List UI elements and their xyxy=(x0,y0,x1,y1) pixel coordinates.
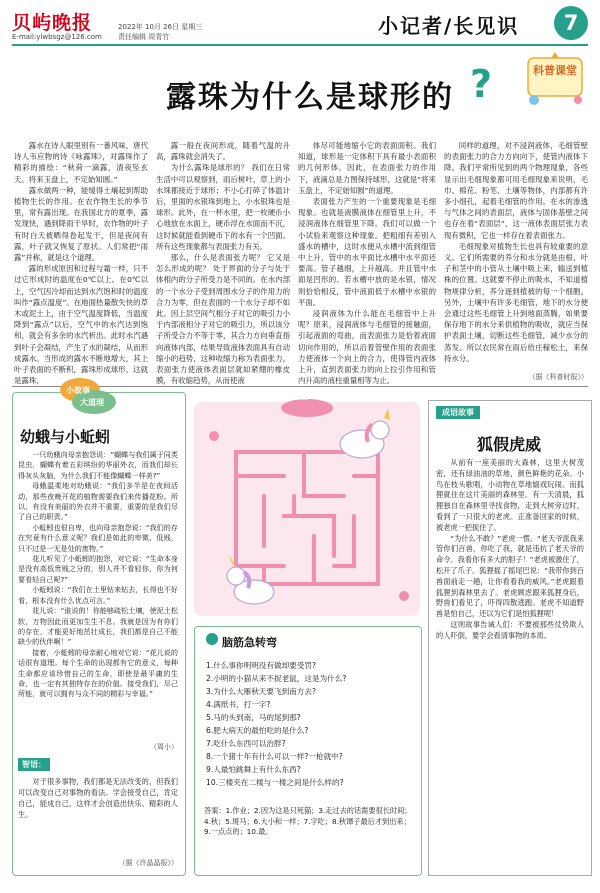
paragraph: “为什么不敢？”老虎一愣。“老天爷派我来管你们百兽，你吃了我，就是违抗了老天爷的命令。我看你有多大的胆子！”老虎被激住了，松开了爪子。狐狸摇了摇尾巴说：“我带你到百兽面前走一趟，让你看看我的威风。”老虎跟着狐狸到森林里去了。老虎顾虑跟来狐狸身后，野兽们看见了，吓得四散逃跑。老虎不知道野兽是怕自己，还以为它们是怕狐狸呢！ xyxy=(436,533,584,619)
idiom-story-body xyxy=(436,458,584,642)
idiom-story-title: 狐假虎威 xyxy=(476,435,541,454)
quiz-question: 7.吃什么东西可以治胖? xyxy=(206,739,286,748)
article-column-2 xyxy=(156,140,290,386)
quiz-answer: 答案：1.作业；2.因为这是只死猫；3.走过去的话需要很长时间；4.秋；5.斑马；6.大小和一样；7.字吃；8.秋谭子最后才到出来；9.一点点的；10.最。 xyxy=(204,806,412,837)
story-source: （据《许晶晶报》） xyxy=(118,859,178,867)
idiom-story-tag: 成语故事 xyxy=(436,406,480,419)
paragraph: 小蚯蚓也很自卑，也向母亲抱怨说：“我们的存在究竟有什么意义呢？我们是如此的卑微、低贱，只不过是一无是处的废物。” xyxy=(18,522,178,553)
quiz-question: 1.什么事你明明没有做却要受罚? xyxy=(206,661,316,670)
article-column-4 xyxy=(444,140,588,364)
quiz-question: 10.三楼夹在二楼与一楼之间是什么样的? xyxy=(206,778,344,787)
article-column-1 xyxy=(14,140,148,386)
section-title: 小记者/长见识 xyxy=(378,14,520,38)
paragraph: 这则故事告诫人们：不要被那些仗势欺人的人吓倒，要学会看清事物的本质。 xyxy=(436,619,584,640)
story-tag-bottom: 大道理 xyxy=(80,398,104,407)
contact-email: E-mail:ylwbsgz@126.com xyxy=(12,33,102,41)
quiz-question: 4.满纸书，打一字? xyxy=(206,700,271,709)
article-column-3 xyxy=(298,140,436,386)
story-tag-bubble-icon xyxy=(54,376,120,416)
wisdom-label: 智语： xyxy=(18,758,50,771)
quiz-question: 2.小明的小猫从来不捉老鼠，这是为什么? xyxy=(206,674,347,683)
paragraph: 接着，小蚯蚓的母亲耐心地对它说：“花儿说的话很有道理。每个生命的出现都有它的意义，每种生命都应该珍惜自己的生命，即使是最平庸的生命，也一定有其独特存在的价值。接受我们，尽己所能，就可以拥有与众不同的精彩与幸福。” xyxy=(18,647,178,699)
paragraph: 体尽可能地缩小它的表面面积。我们知道，球形是一定体积下具有最小表面积的几何形体。因此，在表面张力的作用下，液滴总是力图保持球形，这就是“将来玉盘上，不定始知圆”的道理。 xyxy=(298,141,436,195)
paragraph: 露水在诗人眼里别有一番风味，唐代诗人韦应物的诗《咏露珠》，对露珠作了精彩的描绘：“秋荷一滴露，清夜坠玄天。将来玉盘上，不定始知圆。” xyxy=(14,141,148,184)
paragraph: 花儿说：“谁说的！你能够疏松土壤，使泥土松软，万物因此而更加生生不息。我就是因为有你们的存在，才能更好地茁壮成长，我们都是自己不能缺少的伙伴啊！” xyxy=(18,606,178,647)
quiz-question: 6.肥大病天的最怕吃的是什么? xyxy=(206,726,309,735)
question-mark-icon: ? xyxy=(470,62,493,106)
paragraph: 一只幼蛾向母亲抱怨说：“蝴蝶与我们属于同类昆虫，蝴蝶有着五彩缤纷的华丽外衣，而我们却长得灰头灰脑，为什么我们不能像蝴蝶一样美?” xyxy=(18,450,178,480)
maze-tag: 迷宫 xyxy=(291,392,310,402)
maze-puzzle xyxy=(194,396,420,616)
header-rule xyxy=(12,44,588,46)
paragraph: 母蛾温柔地对幼蛾说：“我们多半是在夜间活动，那些夜晚开花的植物需要我们来传播花粉。所以，有没有美丽的外衣并不重要，重要的是我们尽了自己的职责。” xyxy=(18,481,178,522)
paragraph: 浸润液体为什么能在毛细管中上升呢？原来，浸润液体与毛细管的接触面，引起液面的弯曲，而表面张力是恰着液面切向作用的，所以沿着管壁作用的表面张力使液体一个向上的合力，使得管内液体上升，直到表面张力的向上拉引作用和管内升高的液柱重量相等为止。 xyxy=(298,309,436,386)
paragraph: 那么，什么是表面张力呢？ 它又是怎么形成的呢？ 处于界面的分子与处于体相内的分子所受力是不同的。在水内部的一个水分子受到周围水分子的作用力的合力为零，但在表面的一个水分子却不如此。因上层空间气相分子对它的吸引力小于内部液相分子对它的吸引力，所以该分子所受合力不等于零，其合力方向垂直指向液体内部，结果导致液体表面具有自动缩小的趋势，这种收缩力称为表面张力。表面张力使液体表面层就如紧绷的橡皮膜，有收缩趋势，从而使液 xyxy=(156,253,290,386)
page-number-badge: 7 xyxy=(554,6,588,40)
paragraph: 花儿听见了小蚯蚓的抱怨，对它说：“生命本身是没有高低贵贱之分的，别人并不看轻你，你为何要看轻自己呢?” xyxy=(18,554,178,584)
story-author: （周小） xyxy=(150,743,178,751)
paragraph: 为什么露珠是球形的？ 我们在日常生活中可以观察到，雨后树叶、草上的小水珠都接近于球形；不小心打碎了体温计后，里面的水银珠到地上，小水银珠也是球形。此外，在一杯水里，把一枚硬币小心地放在水面上，硬币浮在水面而不沉，这时候就能看到硬币下的水有一个凹面。所有这些现象都与表面张力有关。 xyxy=(156,163,290,251)
science-badge-text: 科普课堂 xyxy=(533,64,577,77)
paragraph: 露水做两一种，能缓得土壤起到帮助植物生长的作用。在农作物生长的季节里，常有露出现。在我国北方的夏季，露发现快，遇到降雨干旱时，农作物的叶子有时白天被晒得卷起发干，但是夜间有露，叶子就又恢复了原状。人们常把“雨露”并称，就是这个道理。 xyxy=(14,185,148,263)
story-tag xyxy=(54,376,120,416)
article-source: （据《科普时报》） xyxy=(528,373,588,381)
quiz-question: 3.为什么大雁秋天要飞到南方去? xyxy=(206,687,316,696)
quiz-title: 脑筋急转弯 xyxy=(222,636,277,649)
paragraph: 表面张力产生的一个重要现象是毛细现象。也就是液膜液体在细管里上升，不浸润液体在细管里下降。我们可以做一个小试验来观察这种现象。把粗细有差别入盛水的槽中，这时水便从水槽中流到细管中上升，管中的水平面比水槽中水平面还要高。管子越细，上升越高。并且管中水面是凹形的。若水槽中放的是水银，情况则恰恰相反，管中液面低于水槽中水银的平面。 xyxy=(298,197,436,307)
story-tag-top: 小故事 xyxy=(66,386,90,395)
paragraph: 露的形成原因和过程与霜一样，只不过它形成时的温度在0℃以上。在0℃以上，空气因冷却而达到水汽饱和时的温度叫作“露点温度”。在地面热量散失快的草木或泥土上，由于空气温度降低，当温度降到“露点”以后，空气中的水汽达到饱和，就会有多余的水汽析出。此时水汽遇到叶子会凝结，产生了水的凝结，从而形成露水。当形成的露水不断地增大，其上叶子表面的不断积，露珠形成球形，这就是露珠， xyxy=(14,264,148,386)
maze-illustration xyxy=(194,396,420,616)
story-body xyxy=(18,450,178,700)
paragraph: 小蚯蚓说：“我们在土里钻来钻去，长得也不好看，根本没有什么优点可言。” xyxy=(18,585,178,605)
quiz-question: 9.人最怕跳舞上有什么东西? xyxy=(206,765,301,774)
wisdom-text xyxy=(18,776,178,820)
science-badge-icon xyxy=(520,52,590,108)
issue-date: 2022年 10月 26日 星期三 xyxy=(118,23,203,31)
paragraph: 毛细现象对植物生长也具有较重要的意义。它们所需要的养分和水分就是由根、叶子和茎中的小管从土壤中吸上来，输送到植株的位置。这就要不停止的吸水，不知道植物规律分析，养分逐到植被的每一个细胞。另外，土壤中有许多毛细管，地下的水分便会通过这些毛细管上升到地面蒸腾，如果要保存地下的水分来供植物的吸收，就应当保护表面土壤，切断这些毛细管，减少水分的蒸发。所以农民常在雨后给庄稼松土，来保持水分。 xyxy=(444,241,588,363)
paragraph: 同样的道理，对不浸润液体，毛细管壁的表面张力的合力方向向下，使管内液体下降。我们平常所见到的两个物理现象，各些显示出毛细现象都可用毛细现象来说明，毛巾、棉花、粉笔、土壤等物体，内部都有许多小细孔，起着毛细管的作用。在水的渗透与气体之间的表面层，液体与固体基壁之间也存在着“表面层”，这一液体表面层张力表现有微积，它也一样存在着表面张力。 xyxy=(444,141,588,240)
quiz-bullet-icon xyxy=(206,633,218,645)
article-title: 露珠为什么是球形的 xyxy=(166,80,454,115)
quiz-question: 8.一个猪十年有什么可以一样?一枪就中? xyxy=(206,752,343,761)
story-title: 幼蛾与小蚯蚓 xyxy=(20,428,111,446)
paragraph: 露一般在夜间形成，随着气温的升高，露珠就会消失了。 xyxy=(156,141,290,162)
quiz-question: 5.马的头到南，马的尾到那? xyxy=(206,713,301,722)
newspaper-logo: 贝屿晚报 xyxy=(12,12,93,34)
page-editor: 责任编辑 周青竹 xyxy=(118,33,170,41)
science-class-badge xyxy=(520,52,590,108)
paragraph: 从前有一座美丽的大森林，这里大树茂密，还有绿油油的草地，颜色鲜艳的花朵。小鸟在枝头歌唱，小动物在草地嬉戏玩闹。而狐狸就住在这片美丽的森林里。有一天清晨，狐狸独自在森林里寻找食物，走到大树旁边时，看到了一只很大的老虎。正准备回家的时候，被老虎一把捉住了。 xyxy=(436,458,584,532)
paragraph: 对于很多事物，我们都是无法改变的，但我们可以改变自己对事物的看法。学会接受自己，肯定自己，能成自己，这样才会创造出快乐、精彩的人生。 xyxy=(18,777,178,819)
